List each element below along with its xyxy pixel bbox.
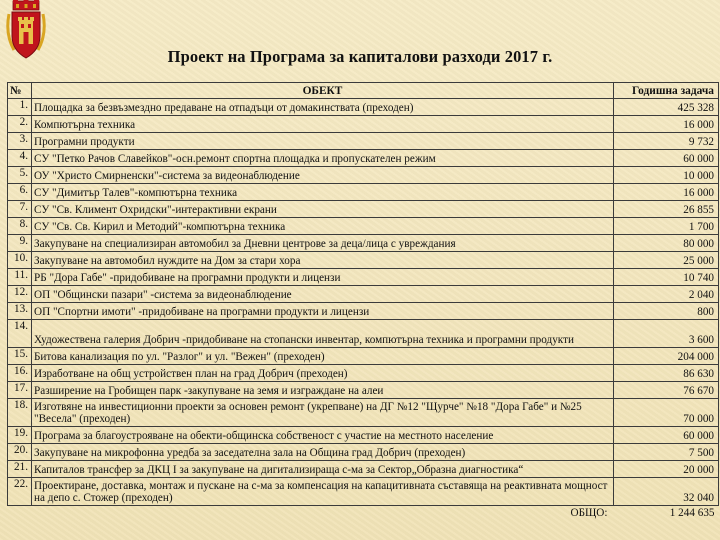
row-number: 9. [8, 235, 32, 252]
table-row [8, 201, 719, 218]
row-object: Програмни продукти [32, 133, 614, 150]
row-object: Изработване на общ устройствен план на град Добрич (преходен) [32, 365, 614, 382]
row-object: ОУ "Христо Смирненски"-система за видеонаблюдение [32, 167, 614, 184]
row-amount: 800 [614, 303, 719, 320]
table-row [8, 365, 719, 382]
row-amount: 425 328 [614, 99, 719, 116]
row-object: Площадка за безвъзмездно предаване на отпадъци от домакинствата (преходен) [32, 99, 614, 116]
row-object: СУ "Димитър Талев"-компютърна техника [32, 184, 614, 201]
row-amount: 10 740 [614, 269, 719, 286]
row-object: ОП "Спортни имоти" -придобиване на програмни продукти и лицензи [32, 303, 614, 320]
table-row [8, 99, 719, 116]
row-object: РБ "Дора Габе" -придобиване на програмни продукти и лицензи [32, 269, 614, 286]
row-amount: 80 000 [614, 235, 719, 252]
table-row [8, 399, 719, 427]
row-object: Компютърна техника [32, 116, 614, 133]
row-object: Закупуване на автомобил нуждите на Дом за стари хора [32, 252, 614, 269]
row-object: Изготвяне на инвестиционни проекти за основен ремонт (укрепване) на ДГ №12 "Щурче" №18 "Дора Габе" и №25 "Весела" (преходен) [32, 399, 614, 427]
row-object: Художествена галерия Добрич -придобиване на стопански инвентар, компютърна техника и програмни продукти [32, 320, 614, 348]
row-number: 10. [8, 252, 32, 269]
row-amount: 70 000 [614, 399, 719, 427]
row-number: 18. [8, 399, 32, 427]
total-label: ОБЩО: [570, 507, 608, 520]
row-number: 22. [8, 478, 32, 506]
row-amount: 60 000 [614, 150, 719, 167]
row-amount: 204 000 [614, 348, 719, 365]
row-amount: 7 500 [614, 444, 719, 461]
row-object: Капиталов трансфер за ДКЦ I за закупуване на дигитализираща с-ма за Сектор„Образна диагностика“ [32, 461, 614, 478]
row-number: 14. [8, 320, 32, 348]
column-header-annual-task: Годишна задача [614, 83, 719, 99]
table-row [8, 150, 719, 167]
row-object: СУ "Св. Св. Кирил и Методий"-компютърна техника [32, 218, 614, 235]
row-number: 17. [8, 382, 32, 399]
table-row [8, 461, 719, 478]
row-number: 21. [8, 461, 32, 478]
table-row [8, 444, 719, 461]
row-number: 20. [8, 444, 32, 461]
table-header-row [8, 83, 719, 99]
table-row [8, 116, 719, 133]
row-amount: 10 000 [614, 167, 719, 184]
row-number: 19. [8, 427, 32, 444]
row-number: 6. [8, 184, 32, 201]
row-object: Закупуване на специализиран автомобил за Дневни центрове за деца/лица с увреждания [32, 235, 614, 252]
row-object: СУ "Св. Климент Охридски"-интерактивни екрани [32, 201, 614, 218]
row-amount: 16 000 [614, 184, 719, 201]
table-row [8, 382, 719, 399]
row-amount: 1 700 [614, 218, 719, 235]
table-row [8, 252, 719, 269]
row-object: Закупуване на микрофонна уредба за заседателна зала на Община град Добрич (преходен) [32, 444, 614, 461]
row-number: 5. [8, 167, 32, 184]
row-amount: 16 000 [614, 116, 719, 133]
row-amount: 20 000 [614, 461, 719, 478]
total-spacer [8, 506, 32, 521]
row-number: 16. [8, 365, 32, 382]
row-number: 13. [8, 303, 32, 320]
row-amount: 32 040 [614, 478, 719, 506]
table-row [8, 167, 719, 184]
row-number: 2. [8, 116, 32, 133]
row-number: 3. [8, 133, 32, 150]
table-row [8, 320, 719, 348]
row-number: 1. [8, 99, 32, 116]
row-object: Програма за благоустрояване на обекти-общинска собственост с участие на местното население [32, 427, 614, 444]
table-row [8, 303, 719, 320]
table-row [8, 478, 719, 506]
row-object: Битова канализация по ул. "Разлог" и ул. "Вежен" (преходен) [32, 348, 614, 365]
row-number: 11. [8, 269, 32, 286]
table-row [8, 218, 719, 235]
row-amount: 2 040 [614, 286, 719, 303]
row-object: Проектиране, доставка, монтаж и пускане на с-ма за компенсация на капацитивната съставяща на реактивната мощност на депо с. Стожер (преходен) [32, 478, 614, 506]
column-header-object: ОБЕКТ [32, 83, 614, 99]
row-amount: 86 630 [614, 365, 719, 382]
row-object: ОП "Общински пазари" -система за видеонаблюдение [32, 286, 614, 303]
table-total-row [8, 506, 719, 521]
page-title: Проект на Програма за капиталови разходи 2017 г. [167, 47, 553, 66]
row-number: 7. [8, 201, 32, 218]
row-amount: 9 732 [614, 133, 719, 150]
row-number: 4. [8, 150, 32, 167]
row-amount: 26 855 [614, 201, 719, 218]
row-amount: 3 600 [614, 320, 719, 348]
row-amount: 76 670 [614, 382, 719, 399]
capital-expenditure-table [7, 82, 718, 520]
row-number: 8. [8, 218, 32, 235]
table-row [8, 184, 719, 201]
table-row [8, 286, 719, 303]
table-row [8, 269, 719, 286]
row-amount: 60 000 [614, 427, 719, 444]
row-object: Разширение на Гробищен парк -закупуване на земя и изграждане на алеи [32, 382, 614, 399]
table-row [8, 133, 719, 150]
table-row [8, 348, 719, 365]
total-amount: 1 244 635 [669, 507, 715, 520]
table-row [8, 235, 719, 252]
row-number: 12. [8, 286, 32, 303]
row-object: СУ "Петко Рачов Славейков"-осн.ремонт спортна площадка и пропускателен режим [32, 150, 614, 167]
row-number: 15. [8, 348, 32, 365]
column-header-number: № [8, 83, 32, 99]
table-row [8, 427, 719, 444]
row-amount: 25 000 [614, 252, 719, 269]
